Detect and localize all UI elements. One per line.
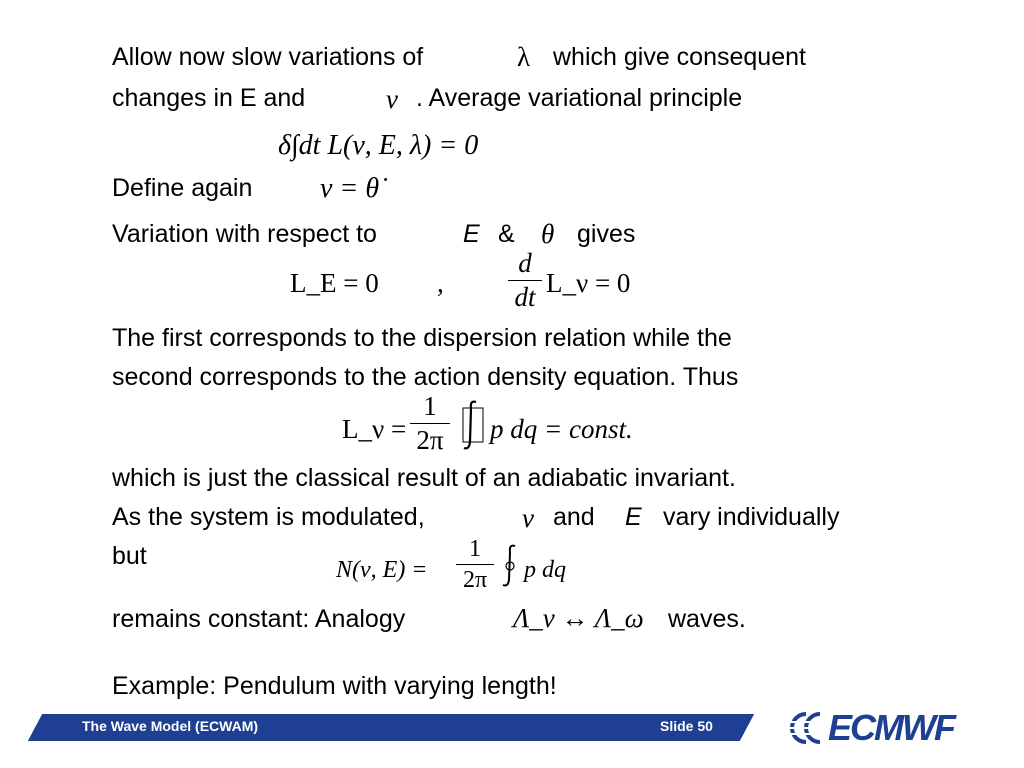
analogy-expression: Λ_ν ↔ Λ_ω bbox=[513, 603, 644, 633]
fraction-denominator: 2π bbox=[416, 425, 444, 455]
closed-integral-icon bbox=[460, 398, 486, 452]
derivative-numerator: d bbox=[518, 248, 532, 278]
one-over-two-pi-fraction bbox=[410, 393, 450, 454]
text-line-2a: changes in E and bbox=[112, 84, 306, 112]
text-example: Example: Pendulum with varying length! bbox=[112, 672, 557, 700]
nu-symbol-2: ν bbox=[522, 503, 534, 533]
fraction-numerator: 1 bbox=[423, 391, 437, 421]
text-line-1a: Allow now slow variations of bbox=[112, 43, 424, 71]
adiabatic-invariant-lhs: L_ν = bbox=[342, 414, 407, 444]
text-as-system-E: E bbox=[625, 503, 642, 531]
time-derivative-fraction bbox=[508, 250, 542, 311]
text-define-again: Define again bbox=[112, 174, 253, 202]
nu-symbol: ν bbox=[386, 84, 398, 114]
energy-variation-equation: L_E = 0 bbox=[290, 268, 379, 298]
text-first-corresponds: The first corresponds to the dispersion relation while the bbox=[112, 324, 732, 352]
text-remains-constant: remains constant: Analogy bbox=[112, 605, 406, 633]
theta-symbol: θ bbox=[541, 219, 555, 249]
fraction-bar bbox=[410, 423, 450, 424]
frequency-definition-equation: ν = θ̇ bbox=[320, 173, 380, 204]
slide-number: Slide 50 bbox=[660, 718, 713, 734]
text-as-system-a: As the system is modulated, bbox=[112, 503, 425, 531]
text-second-corresponds: second corresponds to the action density equation. Thus bbox=[112, 363, 739, 391]
text-variation-amp: & bbox=[498, 220, 515, 248]
contour-integral-icon bbox=[500, 543, 522, 589]
fraction-denominator: 2π bbox=[462, 567, 488, 593]
adiabatic-invariant-rhs: p dq = const. bbox=[490, 414, 633, 444]
fraction-bar bbox=[508, 280, 542, 281]
text-as-system-c: vary individually bbox=[663, 503, 840, 531]
derivative-denominator: dt bbox=[514, 282, 536, 312]
fraction-bar bbox=[456, 564, 494, 565]
text-line-1c: which give consequent bbox=[553, 43, 806, 71]
ecmwf-logo bbox=[776, 708, 966, 748]
action-lhs: N(ν, E) = bbox=[336, 557, 428, 583]
text-as-system-and: and bbox=[553, 503, 595, 531]
text-variation-E: E bbox=[463, 220, 480, 248]
equation-comma: , bbox=[437, 268, 444, 298]
text-variation-gives: gives bbox=[577, 220, 636, 248]
fraction-numerator: 1 bbox=[469, 536, 481, 562]
ecmwf-logo-text: ECMWF bbox=[828, 707, 954, 748]
action-rhs: p dq bbox=[524, 557, 566, 583]
text-waves: waves. bbox=[668, 605, 746, 633]
text-line-2c: . Average variational principle bbox=[416, 84, 743, 112]
footer-title: The Wave Model (ECWAM) bbox=[82, 718, 259, 734]
lambda-symbol: λ bbox=[517, 42, 531, 72]
text-which-is-just: which is just the classical result of an adiabatic invariant. bbox=[112, 464, 736, 492]
text-variation-a: Variation with respect to bbox=[112, 220, 377, 248]
phase-variation-equation: L_ν = 0 bbox=[546, 268, 631, 298]
one-over-two-pi-fraction-2 bbox=[456, 537, 494, 592]
variational-principle-equation: δ∫dt L(ν, E, λ) = 0 bbox=[278, 130, 479, 161]
text-but: but bbox=[112, 542, 147, 570]
